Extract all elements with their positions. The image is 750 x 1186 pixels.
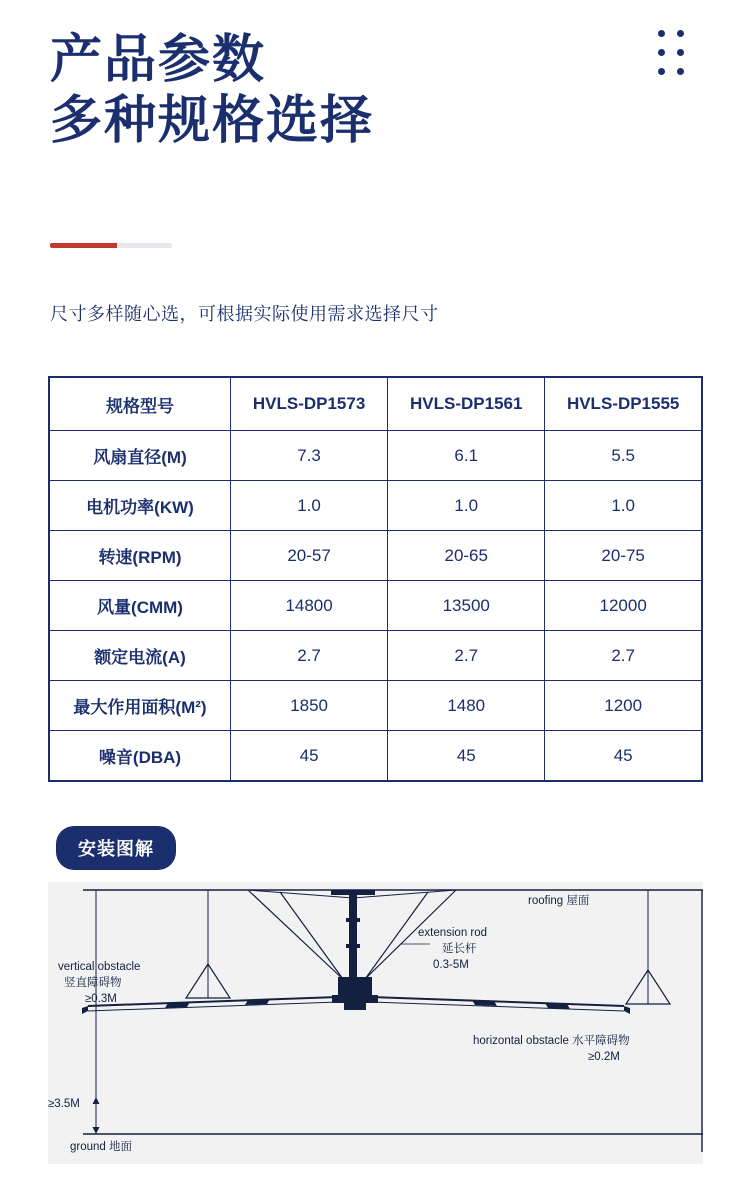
table-row [49, 481, 702, 531]
table-row [49, 431, 702, 481]
specification-table [48, 376, 703, 782]
page-header [50, 30, 700, 153]
table-cell: 2.7 [388, 631, 545, 681]
diagram-label-vertical-obstacle-size: ≥0.3M [85, 993, 117, 1005]
table-row-label: 最大作用面积(M²) [49, 681, 231, 731]
diagram-label-roofing: roofing 屋面 [528, 895, 590, 907]
diagram-label-horizontal-obstacle-size: ≥0.2M [588, 1051, 620, 1063]
table-cell: 5.5 [545, 431, 702, 481]
decorative-dots-icon [658, 30, 702, 86]
diagram-label-extension-rod-size: 0.3-5M [433, 959, 469, 971]
table-header-model-1: HVLS-DP1573 [231, 377, 388, 431]
diagram-label-extension-rod-cn: 延长杆 [442, 943, 477, 955]
table-cell: 20-65 [388, 531, 545, 581]
table-row [49, 377, 702, 431]
diagram-label-vertical-obstacle-cn: 竖直障碍物 [64, 977, 122, 989]
table-header-model-2: HVLS-DP1561 [388, 377, 545, 431]
table-cell: 1480 [388, 681, 545, 731]
installation-diagram-svg [48, 882, 703, 1164]
diagram-label-vertical-obstacle-en: vertical obstacle [58, 961, 141, 973]
table-cell: 12000 [545, 581, 702, 631]
page-title-line-1: 产品参数 [50, 31, 267, 89]
table-cell: 45 [231, 731, 388, 782]
diagram-label-extension-rod-en: extension rod [418, 927, 488, 939]
diagram-label-horizontal-obstacle: horizontal obstacle 水平障碍物 [473, 1035, 630, 1047]
installation-section-badge: 安装图解 [56, 826, 176, 870]
table-cell: 1850 [231, 681, 388, 731]
table-row-label: 风扇直径(M) [49, 431, 231, 481]
diagram-label-ground: ground 地面 [70, 1141, 133, 1153]
diagram-label-floor-height: ≥3.5M [48, 1098, 80, 1110]
table-cell: 45 [545, 731, 702, 782]
table-row [49, 731, 702, 782]
table-cell: 1.0 [545, 481, 702, 531]
table-cell: 2.7 [231, 631, 388, 681]
table-cell: 1.0 [388, 481, 545, 531]
table-cell: 13500 [388, 581, 545, 631]
table-cell: 6.1 [388, 431, 545, 481]
table-row-label: 额定电流(A) [49, 631, 231, 681]
table-cell: 45 [388, 731, 545, 782]
installation-diagram [48, 882, 703, 1164]
page-title-line-2: 多种规格选择 [50, 92, 375, 151]
table-cell: 14800 [231, 581, 388, 631]
table-cell: 20-57 [231, 531, 388, 581]
table-cell: 1.0 [231, 481, 388, 531]
table-row-label: 噪音(DBA) [49, 731, 231, 782]
title-underline-divider [50, 243, 172, 248]
table-row-label: 转速(RPM) [49, 531, 231, 581]
table-cell: 2.7 [545, 631, 702, 681]
table-cell: 7.3 [231, 431, 388, 481]
table-row [49, 631, 702, 681]
table-header-model-3: HVLS-DP1555 [545, 377, 702, 431]
table-row [49, 581, 702, 631]
table-cell: 1200 [545, 681, 702, 731]
table-row [49, 681, 702, 731]
table-row-label: 风量(CMM) [49, 581, 231, 631]
table-row-label: 电机功率(KW) [49, 481, 231, 531]
table-row [49, 531, 702, 581]
table-header-label: 规格型号 [49, 377, 231, 431]
table-cell: 20-75 [545, 531, 702, 581]
page-subtitle: 尺寸多样随心选，可根据实际使用需求选择尺寸 [50, 304, 439, 324]
